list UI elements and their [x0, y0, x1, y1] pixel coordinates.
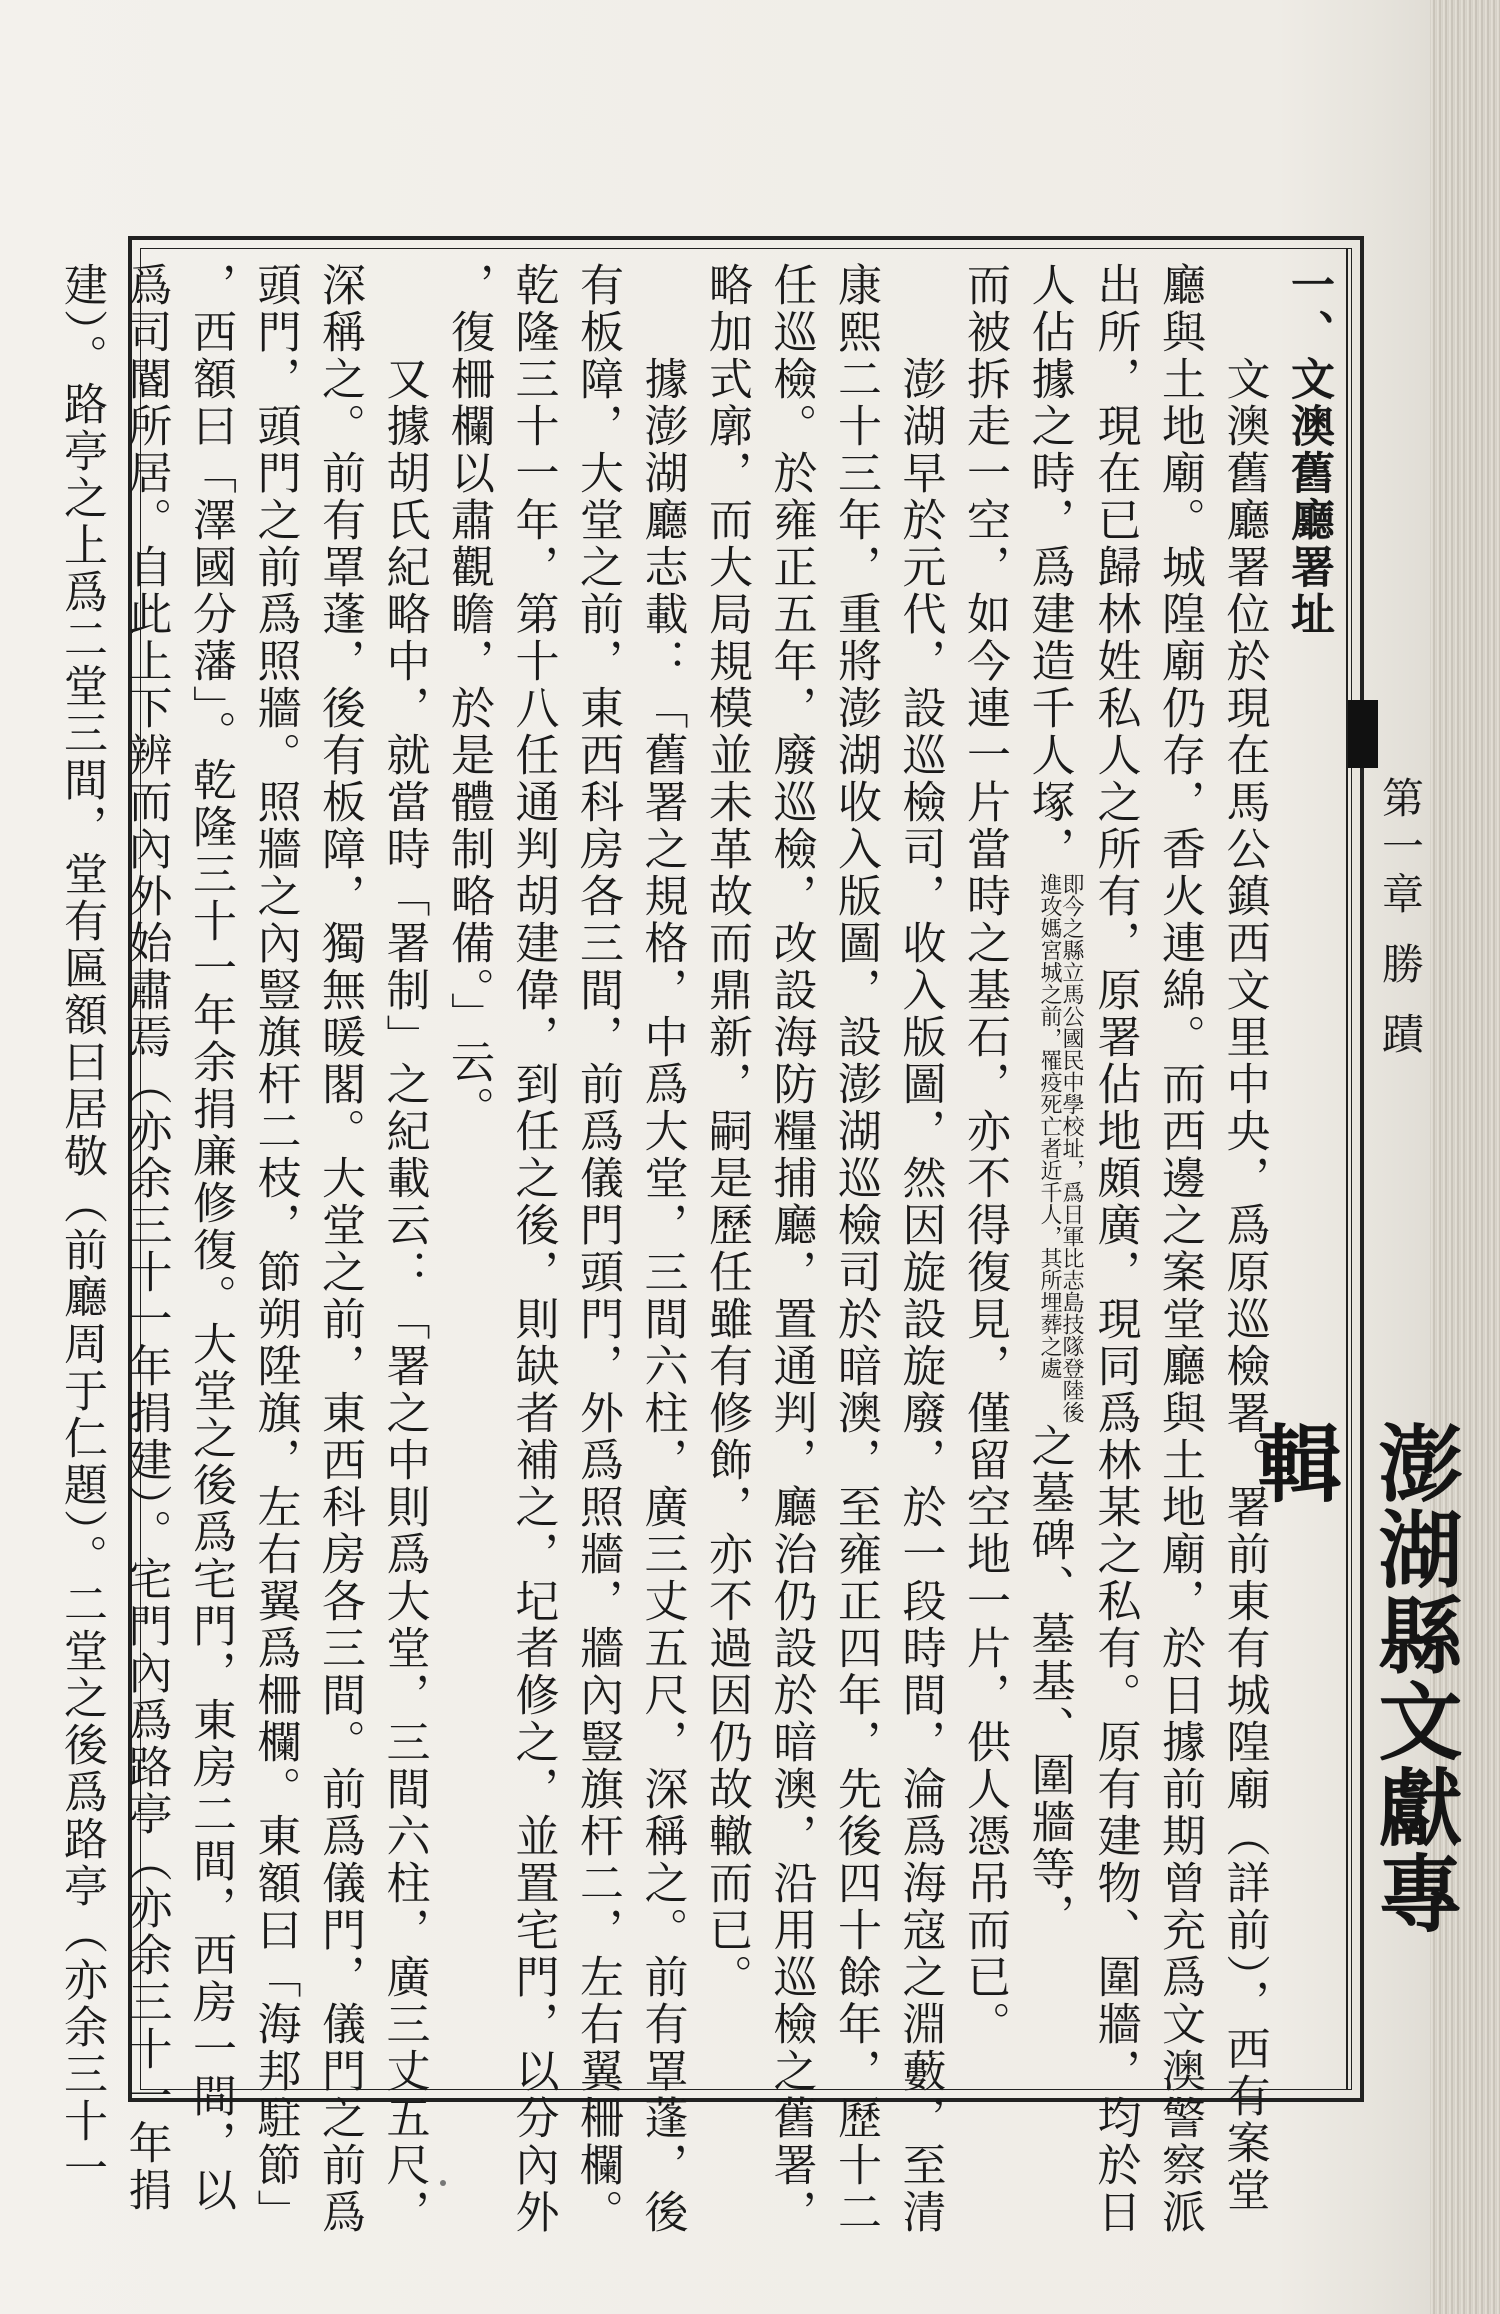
text-segment-tail: 之墓碑、墓基、圍牆等，: [1023, 1423, 1075, 1940]
chapter-header: [1370, 776, 1430, 1136]
text-column: ，西額曰「澤國分藩」。乾隆三十一年余捐廉修復。大堂之後爲宅門，東房二間，西房一間，以: [185, 262, 236, 2214]
text-column: 深稱之。前有罩蓬，後有板障，獨無暖閣。大堂之前，東西科房各三間。前爲儀門，儀門之前爲: [314, 262, 365, 2236]
text-column: 出所，現在已歸林姓私人之所有，原署佔地頗廣，現同爲林某之私有。原有建物、圍牆，均於日: [1089, 262, 1141, 2236]
text-column: ，復柵欄以肅觀瞻，於是體制略備。」云。: [443, 262, 494, 1133]
text-column: 略加式廓，而大局規模並未革故而鼎新，嗣是歷任雖有修飾，亦不過因仍故轍而已。: [701, 262, 752, 2001]
section-label: 勝: [1376, 942, 1425, 990]
text-column: 澎湖早於元代，設巡檢司，收入版圖，然因旋設旋廢，於一段時間，淪爲海寇之淵藪，至清: [894, 262, 946, 2236]
text-column: 文澳舊廳署位於現在馬公鎮西文里中央，爲原巡檢署。署前東有城隍廟（詳前），西有案堂: [1218, 262, 1270, 2214]
text-column: 康熙二十三年，重將澎湖收入版圖，設澎湖巡檢司於暗澳，至雍正四年，先後四十餘年，歷十二: [830, 262, 881, 2236]
text-column: 爲司閽所居。自此上下辨而內外始肅焉（亦余三十一年捐建）。宅門內爲路亭（亦余三十一年捐: [120, 262, 172, 2214]
vertical-text-body: [56, 262, 1340, 2236]
text-column: 廳與土地廟。城隍廟仍存，香火連綿。而西邊之案堂廳與土地廟，於日據前期曾充爲文澳警察派: [1154, 262, 1205, 2236]
text-column: 有板障，大堂之前，東西科房各三間，前爲儀門頭門，外爲照牆，牆內豎旗杆二，左右翼柵欄。: [572, 262, 623, 2236]
inline-note: [1038, 873, 1082, 1423]
text-column: 而被拆走一空，如今連一片當時之基石，亦不得復見，僅留空地一片，供人憑吊而已。: [959, 262, 1010, 2048]
text-column: 乾隆三十一年，第十八任通判胡建偉，到任之後，則缺者補之，圮者修之，並置宅門，以分內外: [507, 262, 559, 2236]
text-column-with-note: [1016, 262, 1082, 2082]
book-title: 澎湖縣文獻專輯: [1244, 1420, 1464, 1936]
page-speck: [440, 2180, 446, 2186]
text-column: 頭門，頭門之前爲照牆。照牆之內豎旗杆二枝，節朔陞旗，左右翼爲柵欄。東額曰「海邦駐節」: [249, 262, 301, 2236]
section-title: 一、文澳舊廳署址: [1283, 262, 1334, 638]
text-column: 任巡檢。於雍正五年，廢巡檢，改設海防糧捕廳，置通判，廳治仍設於暗澳，沿用巡檢之舊署，: [765, 262, 817, 2236]
text-column: 據澎湖廳志載：「舊署之規格，中爲大堂，三間六柱，廣三丈五尺，深稱之。前有罩蓬，後: [636, 262, 688, 2236]
section-label-2: 蹟: [1376, 1012, 1425, 1060]
chapter-label: 第一章: [1376, 776, 1425, 920]
note-line-a: 即今之縣立馬公國民中學校址，爲日軍比志島技隊登陸後: [1059, 873, 1084, 1423]
text-segment: 人佔據之時，爲建造千人塚，: [1023, 262, 1075, 873]
text-column: 建）。路亭之上爲二堂三間，堂有匾額曰居敬（前廳周于仁題）。二堂之後爲路亭（亦余三十一: [56, 262, 107, 2192]
text-column: 又據胡氏紀略中，就當時「署制」之紀載云：「署之中則爲大堂，三間六柱，廣三丈五尺，: [378, 262, 430, 2236]
note-line-b: 進攻媽宮城之前，罹疫死亡者近千人，其所埋葬之處: [1037, 873, 1062, 1379]
side-tab-marker: [1348, 700, 1378, 768]
side-rule: [1346, 248, 1348, 2090]
